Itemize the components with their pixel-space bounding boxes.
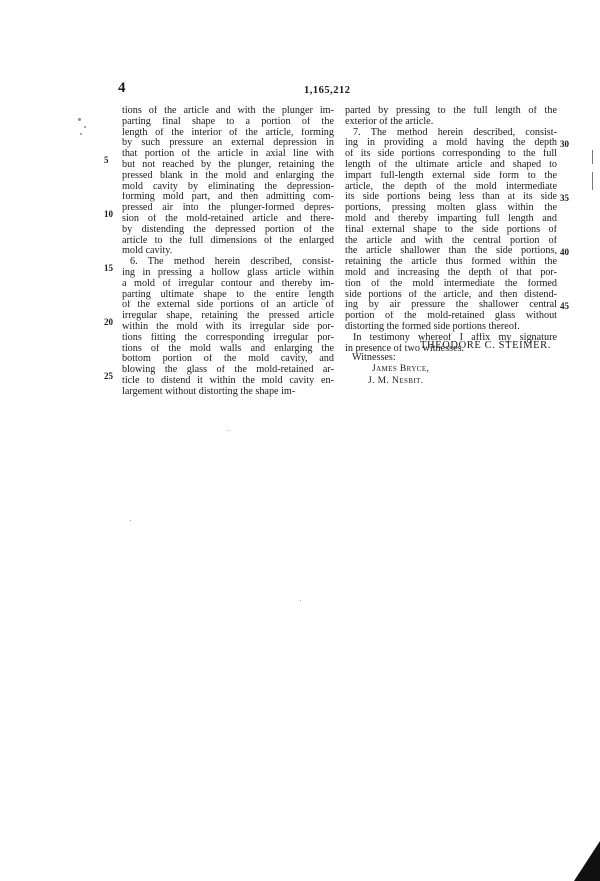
line-number: 10 [104, 209, 113, 219]
line-number: 15 [104, 263, 113, 273]
text-line: portion of the mold-retained glass without [345, 311, 557, 322]
text-line: within the mold with its irregular side por- [122, 321, 334, 332]
text-line: a mold of irregular contour and thereby im- [122, 278, 334, 289]
text-line: by such pressure an external depression in [122, 138, 334, 149]
scan-speck [78, 118, 81, 121]
text-line: 7. The method herein described, consist- [353, 127, 557, 138]
text-line: the article shallower than the side portions, [345, 246, 557, 257]
patent-number: 1,165,212 [304, 85, 351, 96]
text-line: largement without distorting the shape im- [122, 386, 296, 397]
text-line: ticle to distend it within the mold cavity en- [122, 375, 334, 386]
witness-name: James Bryce, [372, 364, 430, 374]
text-line: the article and with the central portion of [345, 235, 557, 246]
line-number: 35 [560, 193, 569, 203]
text-line: that portion of the article in axial line with [122, 149, 334, 160]
scan-speck [84, 126, 86, 128]
text-line: mold cavity. [122, 246, 173, 257]
text-line: pressed air into the plunger-formed depres- [122, 203, 334, 214]
text-line: mold and thereby imparting full length and [345, 213, 557, 224]
text-line: blowing the glass of the mold-retained ar- [122, 365, 334, 376]
scan-speck [228, 430, 229, 431]
text-line: forming mold part, and then admitting com- [122, 192, 334, 203]
text-line: irregular shape, retaining the pressed article [122, 311, 334, 322]
edge-mark [592, 172, 593, 190]
text-line: retaining the article thus formed within the [345, 257, 557, 268]
text-line: by distending the depressed portion of the [122, 224, 334, 235]
text-line: ing in providing a mold having the depth [345, 138, 557, 149]
text-line: of the external side portions of an article of [122, 300, 334, 311]
text-line: tions fitting the corresponding irregular por- [122, 332, 334, 343]
text-line: parting ultimate shape to the entire length [122, 289, 334, 300]
text-line: final external shape to the side portions of [345, 224, 557, 235]
text-line: portions, pressing molten glass within the [345, 203, 557, 214]
text-line: parting final shape to a portion of the [122, 116, 334, 127]
text-line: its side portions being less than at its side [345, 192, 557, 203]
text-line: mold cavity by eliminating the depression- [122, 181, 334, 192]
text-line: article to the full dimensions of the enlarged [122, 235, 334, 246]
text-line: parted by pressing to the full length of the [345, 106, 557, 116]
line-number: 30 [560, 139, 569, 149]
text-line: article, the depth of the mold intermediate [345, 181, 557, 192]
text-line: tions of the mold walls and enlarging the [122, 343, 334, 354]
text-line: In testimony whereof I affix my signature [353, 332, 557, 343]
text-line: mold and increasing the depth of that por- [345, 267, 557, 278]
text-line: ing by air pressure the shallower central [345, 300, 557, 311]
text-line: side portions of the article, and then distend- [345, 289, 557, 300]
line-number: 5 [104, 155, 109, 165]
edge-mark [592, 150, 593, 164]
text-line: tions of the article and with the plunger im- [122, 106, 334, 116]
inventor-signature: THEODORE C. STEIMER. [420, 340, 551, 351]
text-line: 6. The method herein described, consist- [130, 257, 334, 268]
line-number: 45 [560, 301, 569, 311]
text-line: distorting the formed side portions thereof. [345, 321, 520, 332]
line-number: 25 [104, 371, 113, 381]
text-line: length of the interior of the article, forming [122, 127, 334, 138]
right-text-column [345, 106, 557, 354]
page-number: 4 [118, 80, 126, 96]
text-line: exterior of the article. [345, 116, 434, 127]
witnesses-label: Witnesses: [352, 352, 396, 363]
text-line: length of the ultimate article and shaped to [345, 159, 557, 170]
line-number: 40 [560, 247, 569, 257]
text-line: of its side portions corresponding to the full [345, 149, 557, 160]
text-line: tion of the mold intermediate the formed [345, 278, 557, 289]
page-corner-fold [574, 841, 600, 881]
text-line: sion of the mold-retained article and there- [122, 213, 334, 224]
text-line: pressed blank in the mold and enlarging the [122, 170, 334, 181]
scan-speck [80, 133, 82, 135]
text-line: bottom portion of the mold cavity, and [122, 354, 334, 365]
scan-speck [130, 520, 131, 521]
text-line: impart full-length external side form to the [345, 170, 557, 181]
line-number: 20 [104, 317, 113, 327]
left-text-column [122, 106, 334, 398]
scan-speck [300, 600, 301, 601]
witness-name: J. M. Nesbit. [368, 376, 424, 386]
text-line: but not reached by the plunger, retaining the [122, 159, 334, 170]
text-line: in presence of two witnesses. [345, 343, 465, 354]
text-line: ing in pressing a hollow glass article within [122, 267, 334, 278]
